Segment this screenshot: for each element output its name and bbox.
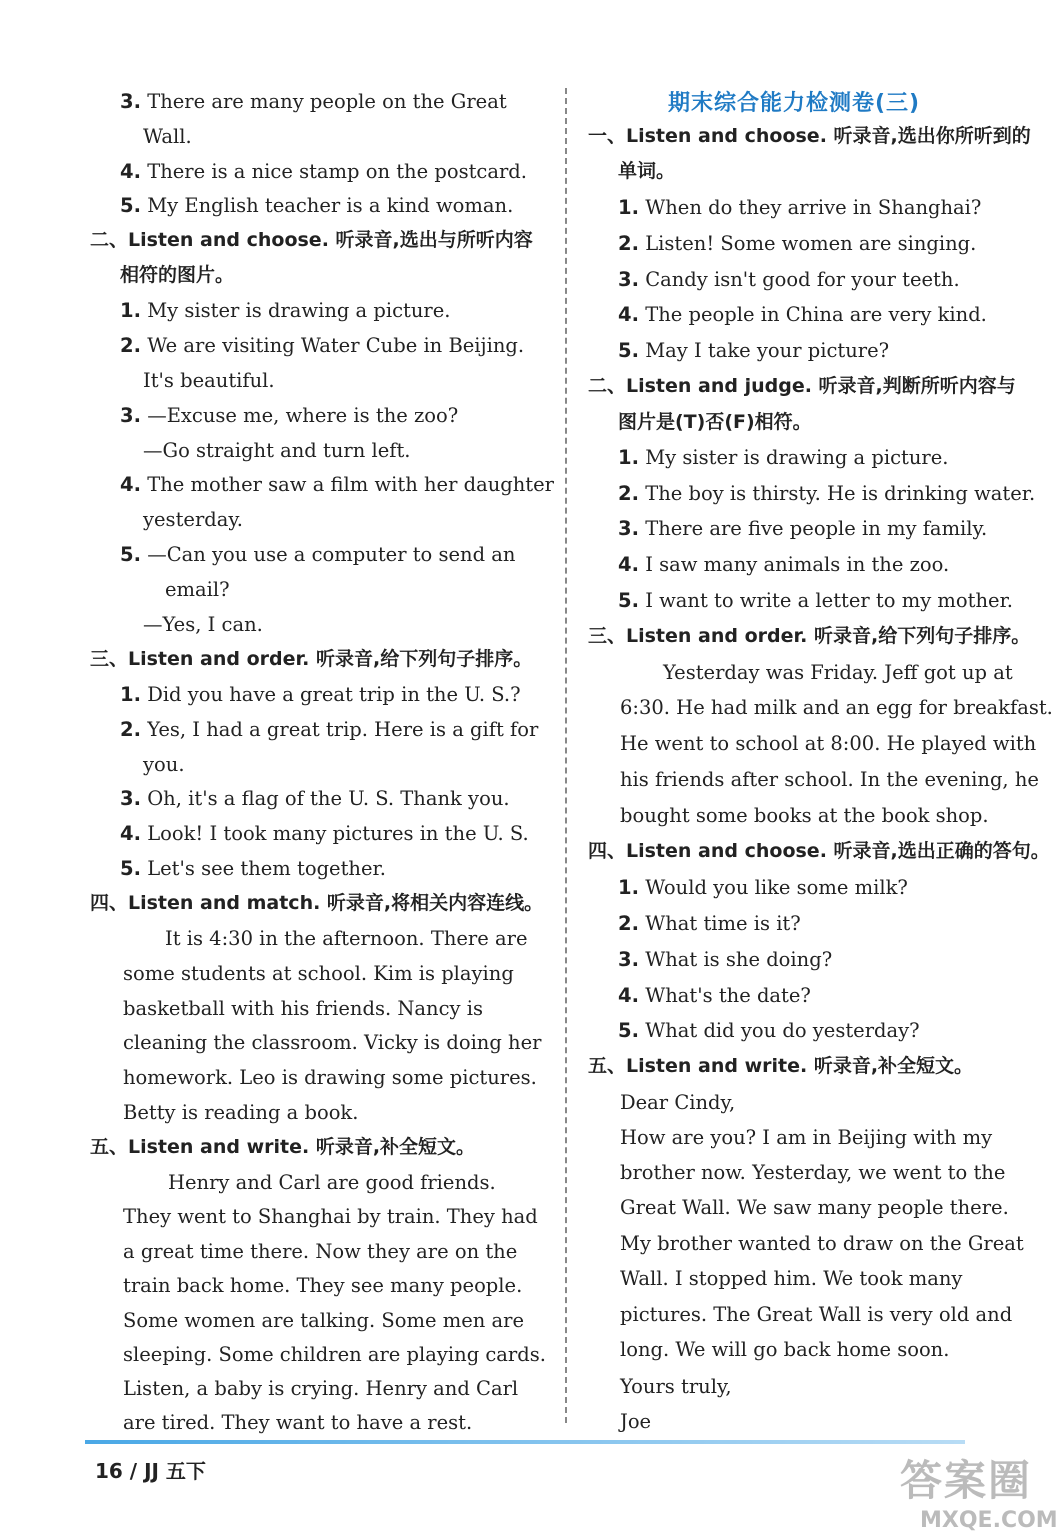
text-line [143,441,411,461]
line-text: We are visiting Water Cube in Beijing. [147,334,525,357]
line-text: There are many people on the Great [147,90,507,113]
line-text: Wall. I stopped him. We took many [620,1267,963,1290]
line-text: pictures. The Great Wall is very old and [620,1303,1013,1326]
text-line [120,92,507,112]
text-line [620,734,1036,754]
item-number: 4. [618,303,639,326]
text-line [618,484,1035,504]
text-line [120,859,386,879]
line-text: basketball with his friends. Nancy is [123,997,483,1020]
section-heading: 一、Listen and choose. 听录音,选出你所听到的 [588,125,1031,147]
text-line [620,1093,735,1113]
watermark-logo [900,1448,1058,1533]
text-line [620,1340,949,1360]
line-text: I want to write a letter to my mother. [645,589,1013,612]
footer-rule [85,1440,965,1444]
section-heading: 相符的图片。 [120,264,235,286]
item-number: 2. [618,482,639,505]
line-text: What time is it? [645,912,801,935]
line-text: are tired. They want to have a rest. [123,1411,473,1434]
line-text: I saw many animals in the zoo. [645,553,950,576]
line-text: his friends after school. In the evening, he [620,768,1039,791]
text-line [618,1021,920,1041]
section-heading: 二、Listen and judge. 听录音,判断所听内容与 [588,375,1016,397]
line-text: Great Wall. We saw many people there. [620,1196,1009,1219]
line-text: There is a nice stamp on the postcard. [147,160,527,183]
line-text: When do they arrive in Shanghai? [645,196,982,219]
line-text: What's the date? [645,984,811,1007]
item-number: 3. [618,948,639,971]
text-line [620,1198,1009,1218]
line-text: Betty is reading a book. [123,1101,359,1124]
item-number: 2. [618,232,639,255]
text-line [618,341,889,361]
item-number: 1. [120,299,141,322]
text-line [618,555,949,575]
line-text: you. [143,753,185,776]
line-text: Look! I took many pictures in the U. S. [147,822,529,845]
line-text: He went to school at 8:00. He played with [620,732,1037,755]
section-heading: 三、Listen and order. 听录音,给下列句子排序。 [90,648,533,670]
line-text: Yes, I had a great trip. Here is a gift for [147,718,539,741]
text-line [123,1413,472,1433]
text-line [143,755,185,775]
item-number: 3. [618,517,639,540]
item-number: 4. [120,160,141,183]
page-title: 期末综合能力检测卷(三) [668,91,921,116]
text-line [618,986,811,1006]
section-heading: 四、Listen and choose. 听录音,选出正确的答句。 [588,840,1050,862]
line-text: yesterday. [143,508,243,531]
text-line [123,964,514,984]
text-line [620,1412,651,1432]
line-text: What is she doing? [645,948,833,971]
text-line [120,162,527,182]
text-line [618,305,987,325]
line-text: Yesterday was Friday. Jeff got up at [663,661,1013,684]
line-text: The people in China are very kind. [645,303,987,326]
line-text: My English teacher is a kind woman. [147,194,514,217]
text-line [120,196,513,216]
text-line [123,1033,541,1053]
text-line [620,770,1039,790]
text-line [120,336,524,356]
line-text: long. We will go back home soon. [620,1338,950,1361]
text-line [620,698,1053,718]
line-text: sleeping. Some children are playing cards. [123,1343,546,1366]
line-text: email? [165,578,230,601]
line-text: What did you do yesterday? [645,1019,920,1042]
line-text: Listen, a baby is crying. Henry and Carl [123,1377,519,1400]
line-text: brother now. Yesterday, we went to the [620,1161,1006,1184]
line-text: It is 4:30 in the afternoon. There are [165,927,528,950]
text-line [620,806,989,826]
text-line [123,1068,537,1088]
line-text: —Go straight and turn left. [143,439,411,462]
text-line [618,914,801,934]
item-number: 3. [120,787,141,810]
item-number: 2. [618,912,639,935]
item-number: 1. [618,876,639,899]
item-number: 3. [120,90,141,113]
line-text: Joe [620,1410,652,1433]
section-heading: 四、Listen and match. 听录音,将相关内容连线。 [90,892,544,914]
text-line [618,878,908,898]
text-line [120,475,554,495]
text-line [618,270,960,290]
column-divider [565,88,567,1423]
text-line [620,1128,992,1148]
text-line [120,406,458,426]
line-text: The mother saw a film with her daughter [147,473,555,496]
item-number: 4. [120,822,141,845]
line-text: train back home. They see many people. [123,1274,523,1297]
section-heading: 单词。 [618,160,676,182]
text-line [165,580,230,600]
item-number: 4. [120,473,141,496]
item-number: 3. [618,268,639,291]
text-line [123,1345,546,1365]
section-heading: 二、Listen and choose. 听录音,选出与所听内容 [90,229,533,251]
line-text: Dear Cindy, [620,1091,736,1114]
line-text: Candy isn't good for your teeth. [645,268,960,291]
line-text: Let's see them together. [147,857,386,880]
line-text: How are you? I am in Beijing with my [620,1126,993,1149]
text-line [618,198,981,218]
text-line [120,824,529,844]
section-heading: 图片是(T)否(F)相符。 [618,411,812,433]
line-text: My brother wanted to draw on the Great [620,1232,1024,1255]
item-number: 1. [618,446,639,469]
line-text: bought some books at the book shop. [620,804,989,827]
item-number: 4. [618,553,639,576]
text-line [120,301,450,321]
text-line [143,371,275,391]
section-heading: 五、Listen and write. 听录音,补全短文。 [588,1055,974,1077]
line-text: a great time there. Now they are on the [123,1240,518,1263]
text-line [663,663,1013,683]
line-text: They went to Shanghai by train. They had [123,1205,538,1228]
text-line [620,1377,732,1397]
line-text: May I take your picture? [645,339,890,362]
item-number: 5. [618,339,639,362]
text-line [165,929,527,949]
section-heading: 三、Listen and order. 听录音,给下列句子排序。 [588,625,1031,647]
line-text: 6:30. He had milk and an egg for breakfast. [620,696,1053,719]
text-line [618,591,1013,611]
watermark-text: 答案圈 [900,1456,1033,1505]
item-number: 2. [120,334,141,357]
line-text: My sister is drawing a picture. [645,446,949,469]
text-line [620,1305,1012,1325]
text-line [618,519,987,539]
text-line [143,127,192,147]
section-heading: 五、Listen and write. 听录音,补全短文。 [90,1136,476,1158]
item-number: 5. [120,194,141,217]
text-line [123,1311,524,1331]
line-text: —Can you use a computer to send an [147,543,516,566]
line-text: Some women are talking. Some men are [123,1309,525,1332]
line-text: My sister is drawing a picture. [147,299,451,322]
text-line [120,789,510,809]
line-text: Would you like some milk? [645,876,908,899]
item-number: 3. [120,404,141,427]
text-line [618,234,976,254]
line-text: cleaning the classroom. Vicky is doing her [123,1031,542,1054]
text-line [620,1269,962,1289]
text-line [123,1103,358,1123]
line-text: The boy is thirsty. He is drinking water. [645,482,1036,505]
line-text: Did you have a great trip in the U. S.? [147,683,521,706]
item-number: 5. [120,857,141,880]
text-line [620,1234,1024,1254]
text-line [123,1242,517,1262]
item-number: 2. [120,718,141,741]
item-number: 5. [120,543,141,566]
text-line [168,1173,496,1193]
item-number: 5. [618,589,639,612]
text-line [120,545,515,565]
item-number: 4. [618,984,639,1007]
item-number: 1. [618,196,639,219]
item-number: 1. [120,683,141,706]
text-line [123,1379,518,1399]
line-text: —Excuse me, where is the zoo? [147,404,459,427]
text-line [143,615,263,635]
text-line [123,999,483,1019]
line-text: —Yes, I can. [143,613,263,636]
line-text: Henry and Carl are good friends. [168,1171,496,1194]
line-text: Yours truly, [620,1375,732,1398]
text-line [143,510,243,530]
text-line [123,1207,538,1227]
text-line [123,1276,522,1296]
text-line [620,1163,1005,1183]
text-line [120,685,521,705]
item-number: 5. [618,1019,639,1042]
line-text: Oh, it's a flag of the U. S. Thank you. [147,787,510,810]
line-text: homework. Leo is drawing some pictures. [123,1066,537,1089]
text-line [618,448,948,468]
line-text: It's beautiful. [143,369,275,392]
line-text: some students at school. Kim is playing [123,962,514,985]
line-text: Wall. [143,125,192,148]
line-text: Listen! Some women are singing. [645,232,977,255]
line-text: There are five people in my family. [645,517,988,540]
text-line [120,720,538,740]
page-number: 16 / JJ 五下 [95,1459,206,1483]
text-line [618,950,832,970]
watermark-url: MXQE.COM [920,1508,1058,1533]
